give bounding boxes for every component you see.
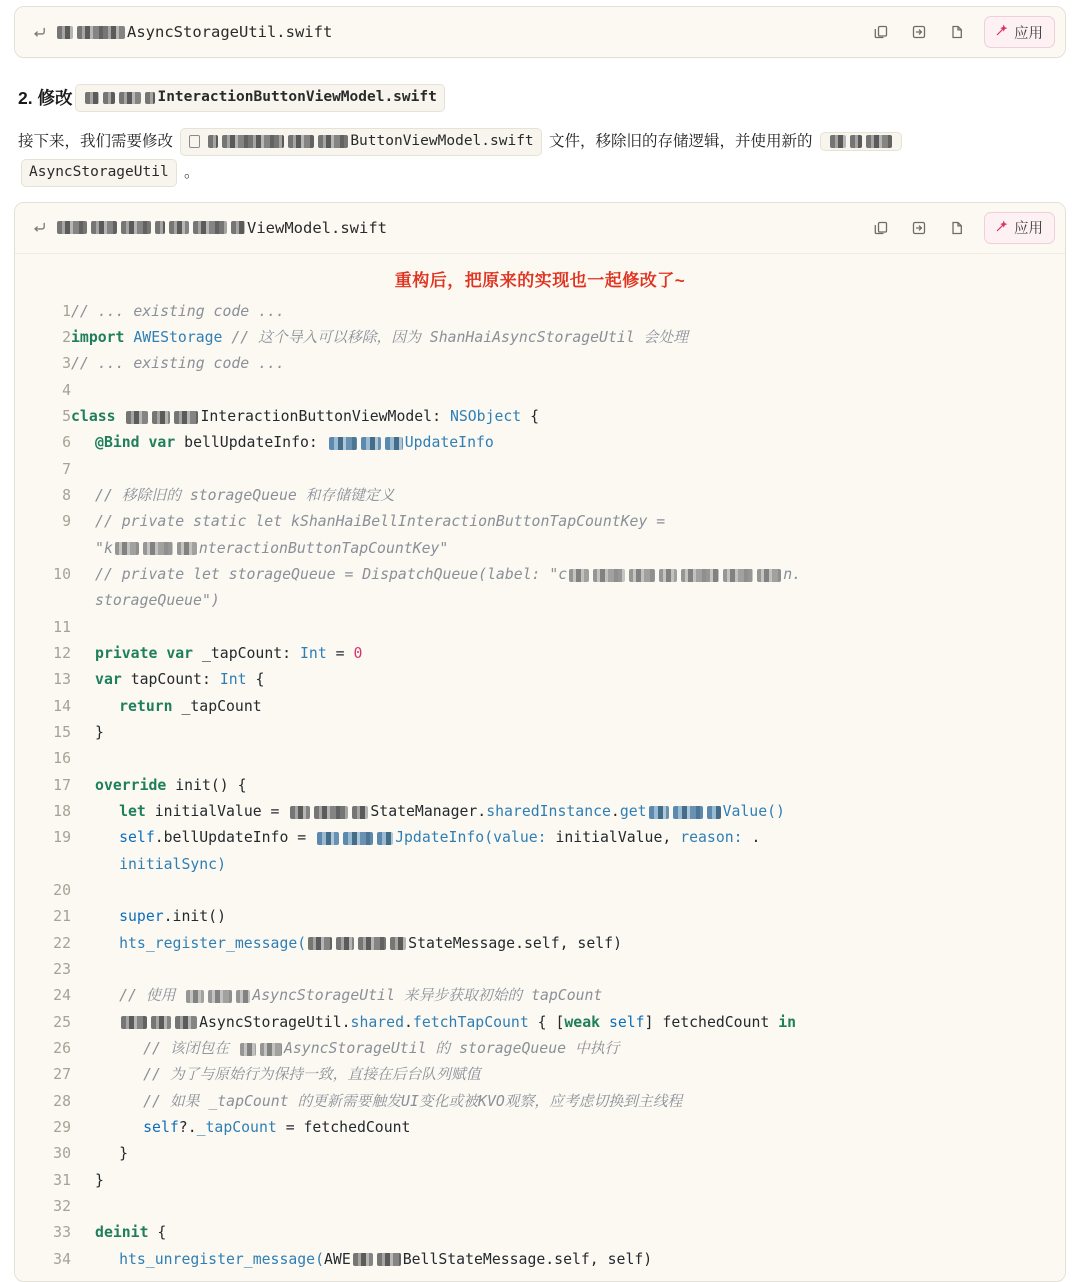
code-line xyxy=(15,1141,1065,1167)
redacted-text xyxy=(121,221,151,234)
empty-line xyxy=(71,957,1065,983)
line-number: 28 xyxy=(53,1092,71,1110)
main-code-card xyxy=(14,202,1066,1282)
init-call: .init() xyxy=(163,908,226,926)
brace: { xyxy=(157,1224,167,1242)
redacted-text xyxy=(119,92,141,104)
insert-icon[interactable] xyxy=(904,18,934,46)
redacted-text xyxy=(145,92,155,104)
line-number: 11 xyxy=(53,618,71,636)
heading-file-chip xyxy=(75,84,444,112)
code-line xyxy=(15,1194,1065,1220)
redacted-text xyxy=(361,437,381,450)
comment: // ... existing code ... xyxy=(71,302,285,320)
code-line xyxy=(15,799,1065,825)
redacted-text xyxy=(208,990,232,1003)
attribute: @Bind xyxy=(95,434,140,452)
redacted-text xyxy=(569,569,589,582)
code-body xyxy=(15,254,1065,1281)
redacted-text xyxy=(222,135,284,148)
line-number: 6 xyxy=(62,434,71,452)
line-source[interactable] xyxy=(71,878,1065,904)
type-name: Int xyxy=(300,645,327,663)
colon: : xyxy=(432,408,442,426)
line-number: 27 xyxy=(53,1066,71,1084)
self-keyword: self xyxy=(608,1013,645,1031)
line-number: 4 xyxy=(62,381,71,399)
line-number: 25 xyxy=(53,1013,71,1031)
line-source[interactable] xyxy=(71,1194,1065,1220)
code-line xyxy=(15,931,1065,957)
comment-part: // 使用 xyxy=(119,987,176,1005)
comment: // 这个导入可以移除，因为 ShanHaiAsyncStorageUtil 会处理 xyxy=(231,329,688,347)
redacted-text xyxy=(593,569,625,582)
number-literal: 0 xyxy=(353,645,363,663)
member-name: sharedInstance xyxy=(486,803,611,821)
redacted-text xyxy=(757,569,781,582)
line-number: 34 xyxy=(53,1250,71,1268)
brace: } xyxy=(95,1171,104,1189)
redacted-text xyxy=(121,1016,147,1029)
line-source[interactable] xyxy=(71,1220,1065,1246)
section-heading-prefix: 2. 修改 xyxy=(18,87,73,108)
line-number: 2 xyxy=(62,329,71,347)
redacted-text xyxy=(850,135,862,148)
top-card-filename-text: AsyncStorageUtil.swift xyxy=(127,23,333,41)
line-source[interactable] xyxy=(71,799,1065,825)
keyword: override xyxy=(95,776,167,794)
argument-label: reason: xyxy=(680,829,743,847)
line-source[interactable] xyxy=(71,1089,1065,1115)
line-source[interactable] xyxy=(71,931,1065,957)
comment-part: AsyncStorageUtil 来异步获取初始的 tapCount xyxy=(252,987,603,1005)
code-line xyxy=(15,1036,1065,1062)
redacted-text xyxy=(707,806,721,819)
top-card-header xyxy=(15,7,1065,57)
code-line xyxy=(15,1220,1065,1246)
redacted-text xyxy=(317,832,339,845)
variable-name: _tapCount xyxy=(181,697,262,715)
redacted-text xyxy=(377,1253,401,1266)
redacted-text xyxy=(126,411,148,424)
line-source[interactable] xyxy=(71,1168,1065,1194)
apply-button[interactable] xyxy=(984,212,1055,244)
comment: // ... existing code ... xyxy=(71,355,285,373)
redacted-text xyxy=(390,937,406,950)
property-name: bellUpdateInfo: xyxy=(184,434,318,452)
line-source[interactable] xyxy=(71,325,1065,351)
line-number: 21 xyxy=(53,908,71,926)
property-name: _tapCount xyxy=(196,1119,277,1137)
super-keyword: super xyxy=(119,908,164,926)
line-source[interactable] xyxy=(71,957,1065,983)
function-name: init() xyxy=(175,776,229,794)
member-name: shared xyxy=(350,1013,404,1031)
redacted-text xyxy=(830,135,846,148)
redacted-text xyxy=(290,806,310,819)
code-line xyxy=(15,430,1065,456)
argument: BellStateMessage.self, self) xyxy=(402,1250,653,1268)
line-number: 8 xyxy=(62,487,71,505)
code-line xyxy=(15,904,1065,930)
apply-button[interactable] xyxy=(984,16,1055,48)
code-line xyxy=(15,483,1065,509)
argument-value: initialValue, xyxy=(546,829,681,847)
brace: { [ xyxy=(537,1013,565,1031)
code-line xyxy=(15,1115,1065,1141)
line-source[interactable] xyxy=(71,1141,1065,1167)
line-number: 1 xyxy=(62,302,71,320)
property-access: .bellUpdateInfo = xyxy=(154,829,307,847)
code-card-filename-text: ViewModel.swift xyxy=(247,218,387,237)
redacted-text xyxy=(193,221,227,234)
code-line xyxy=(15,457,1065,483)
redacted-text xyxy=(85,92,99,104)
line-number: 23 xyxy=(53,961,71,979)
code-line xyxy=(15,1062,1065,1088)
line-source[interactable] xyxy=(71,904,1065,930)
class-name: InteractionButtonViewModel xyxy=(200,408,433,426)
line-number: 9 xyxy=(62,513,71,531)
comment-part: n. xyxy=(783,566,802,584)
line-source[interactable] xyxy=(71,1010,1065,1036)
top-card-filename xyxy=(55,23,332,41)
line-number: 31 xyxy=(53,1171,71,1189)
keyword: weak xyxy=(564,1013,601,1031)
superclass: NSObject xyxy=(449,408,522,426)
redacted-text xyxy=(151,1016,171,1029)
redacted-text xyxy=(352,806,368,819)
brace: { xyxy=(237,776,247,794)
code-line xyxy=(15,641,1065,667)
keyword: in xyxy=(778,1013,797,1031)
line-source[interactable] xyxy=(71,299,1065,325)
line-source[interactable] xyxy=(71,1062,1065,1088)
comment: // 移除旧的 storageQueue 和存储键定义 xyxy=(95,487,395,505)
code-line xyxy=(15,378,1065,404)
keyword: return xyxy=(119,697,173,715)
page-root xyxy=(0,6,1080,1282)
line-number: 10 xyxy=(53,566,71,584)
prose-text-2: 文件，移除旧的存储逻辑，并使用新的 xyxy=(548,132,813,150)
empty-line xyxy=(71,378,1065,404)
code-line xyxy=(15,1168,1065,1194)
brace: { xyxy=(530,408,540,426)
line-number: 16 xyxy=(53,750,71,768)
assignment: = fetchedCount xyxy=(276,1119,411,1137)
line-source[interactable] xyxy=(71,1247,1065,1273)
redacted-text xyxy=(385,437,403,450)
comment: // private static let kShanHaiBellInteractionButtonTapCountKey = xyxy=(95,513,666,531)
line-source[interactable] xyxy=(71,509,1065,562)
argument-label: value: xyxy=(493,829,547,847)
code-line xyxy=(15,351,1065,377)
redacted-text xyxy=(288,135,314,148)
redacted-text xyxy=(723,569,753,582)
operator: = xyxy=(335,645,345,663)
variable-name: tapCount: xyxy=(130,671,211,689)
prose-paragraph xyxy=(18,126,1062,188)
copy-icon[interactable] xyxy=(866,18,896,46)
redacted-text xyxy=(329,437,357,450)
line-number: 32 xyxy=(53,1198,71,1215)
redacted-text xyxy=(175,1016,197,1029)
line-number: 14 xyxy=(53,697,71,715)
comment-part: "k xyxy=(95,539,113,557)
redacted-text xyxy=(103,92,115,104)
line-number: 30 xyxy=(53,1145,71,1163)
empty-line xyxy=(71,1194,1065,1220)
code-line xyxy=(15,1247,1065,1273)
redacted-text xyxy=(91,221,117,234)
redacted-text xyxy=(115,542,139,555)
line-source[interactable] xyxy=(71,615,1065,641)
keyword: deinit xyxy=(95,1224,149,1242)
variable-name: _tapCount: xyxy=(201,645,292,663)
type-name: JpdateInfo( xyxy=(395,829,494,847)
redacted-text xyxy=(343,832,373,845)
magic-wand-icon xyxy=(994,219,1009,237)
line-source[interactable] xyxy=(71,378,1065,404)
line-source[interactable] xyxy=(71,983,1065,1009)
comment-part: nteractionButtonTapCountKey" xyxy=(198,539,449,557)
line-number: 15 xyxy=(53,724,71,742)
empty-line xyxy=(71,878,1065,904)
self-keyword: self xyxy=(119,829,155,847)
keyword: private xyxy=(95,645,158,663)
redacted-text xyxy=(649,806,669,819)
apply-button-label: 应用 xyxy=(1014,221,1043,238)
top-code-card xyxy=(14,6,1066,58)
return-arrow-icon xyxy=(31,25,47,40)
keyword: let xyxy=(119,803,146,821)
apply-button-label: 应用 xyxy=(1014,25,1043,42)
util-reference-name: AsyncStorageUtil xyxy=(29,163,169,180)
redacted-text xyxy=(174,411,198,424)
line-source[interactable] xyxy=(71,720,1065,746)
line-number: 24 xyxy=(53,987,71,1005)
code-line xyxy=(15,983,1065,1009)
line-source[interactable] xyxy=(71,746,1065,772)
line-number: 7 xyxy=(62,460,71,478)
code-line xyxy=(15,299,1065,325)
comment-part: // 该闭包在 xyxy=(143,1040,230,1058)
code-line xyxy=(15,1089,1065,1115)
redacted-text xyxy=(377,832,393,845)
redacted-text xyxy=(318,135,348,148)
code-line xyxy=(15,746,1065,772)
code-line xyxy=(15,325,1065,351)
manager-name: StateManager. xyxy=(370,803,487,821)
comment: // 为了与原始行为保持一致，直接在后台队列赋值 xyxy=(143,1066,481,1084)
code-line xyxy=(15,957,1065,983)
file-reference-chip[interactable] xyxy=(180,128,541,156)
line-number: 5 xyxy=(62,408,71,426)
util-reference-chip-2 xyxy=(21,159,177,187)
code-line xyxy=(15,720,1065,746)
variable-name: initialValue = xyxy=(154,803,280,821)
redacted-text xyxy=(240,1043,256,1056)
line-number: 12 xyxy=(53,645,71,663)
line-number: 33 xyxy=(53,1224,71,1242)
dot: . xyxy=(404,1013,413,1031)
type-name: UpdateInfo xyxy=(404,434,494,452)
function-call: hts_unregister_message( xyxy=(119,1250,324,1268)
file-reference-name: ButtonViewModel.swift xyxy=(350,132,534,149)
redacted-text xyxy=(57,26,73,39)
line-source[interactable] xyxy=(71,404,1065,430)
module-name: AWEStorage xyxy=(133,329,223,347)
line-source[interactable] xyxy=(71,457,1065,483)
code-card-filename xyxy=(55,219,387,237)
brace: } xyxy=(119,1145,129,1163)
redacted-text xyxy=(143,542,173,555)
keyword: class xyxy=(71,408,116,426)
argument-value: . xyxy=(742,829,761,847)
redacted-text xyxy=(236,990,250,1003)
util-reference-chip xyxy=(820,132,902,151)
line-number: 29 xyxy=(53,1119,71,1137)
prose-text-1: 接下来，我们需要修改 xyxy=(18,132,174,150)
self-keyword: self xyxy=(143,1119,179,1137)
code-line xyxy=(15,562,1065,615)
closure-params: ] fetchedCount xyxy=(644,1013,779,1031)
redacted-text xyxy=(152,411,170,424)
method-name: get xyxy=(619,803,647,821)
redacted-text xyxy=(314,806,348,819)
return-arrow-icon xyxy=(31,220,47,235)
magic-wand-icon xyxy=(994,23,1009,41)
code-line xyxy=(15,694,1065,720)
redacted-text xyxy=(155,221,165,234)
redacted-text xyxy=(231,221,245,234)
line-number: 17 xyxy=(53,776,71,794)
keyword: var xyxy=(148,434,176,452)
method-suffix: Value() xyxy=(722,803,785,821)
redacted-text xyxy=(866,135,892,148)
comment-part: storageQueue") xyxy=(95,592,220,610)
new-file-icon[interactable] xyxy=(942,18,972,46)
code-card-header xyxy=(15,203,1065,254)
line-number: 19 xyxy=(53,829,71,847)
prose-section xyxy=(14,58,1066,202)
section-heading xyxy=(18,84,1062,112)
redacted-text xyxy=(681,569,719,582)
code-line xyxy=(15,773,1065,799)
code-line xyxy=(15,825,1065,878)
argument: StateMessage.self, self) xyxy=(408,934,622,952)
redacted-text xyxy=(186,990,204,1003)
prefix: AWE xyxy=(324,1250,351,1268)
line-source[interactable] xyxy=(71,694,1065,720)
enum-case: initialSync) xyxy=(119,855,226,873)
prose-text-3: 。 xyxy=(184,163,200,181)
redacted-text xyxy=(336,937,354,950)
redacted-text xyxy=(57,221,87,234)
line-number: 22 xyxy=(53,934,71,952)
comment-part: AsyncStorageUtil 的 storageQueue 中执行 xyxy=(283,1040,620,1058)
redacted-text xyxy=(308,937,332,950)
code-table xyxy=(15,299,1065,1273)
empty-line xyxy=(71,615,1065,641)
line-source[interactable] xyxy=(71,430,1065,456)
redacted-text xyxy=(659,569,677,582)
method-name: fetchTapCount xyxy=(412,1013,529,1031)
line-source[interactable] xyxy=(71,773,1065,799)
line-source[interactable] xyxy=(71,641,1065,667)
redacted-text xyxy=(208,135,218,148)
code-line xyxy=(15,615,1065,641)
redacted-text xyxy=(629,569,655,582)
redacted-text xyxy=(177,542,197,555)
brace: } xyxy=(95,724,104,742)
line-source[interactable] xyxy=(71,1115,1065,1141)
keyword: var xyxy=(166,645,194,663)
line-number: 18 xyxy=(53,803,71,821)
keyword: var xyxy=(95,671,122,689)
line-source[interactable] xyxy=(71,562,1065,615)
redacted-text xyxy=(169,221,189,234)
dot: . xyxy=(610,803,620,821)
file-icon xyxy=(188,134,201,149)
copy-icon[interactable] xyxy=(866,214,896,242)
code-line xyxy=(15,878,1065,904)
object-name: AsyncStorageUtil. xyxy=(199,1013,351,1031)
line-number: 3 xyxy=(62,355,71,373)
function-call: hts_register_message( xyxy=(119,934,307,952)
code-line xyxy=(15,1010,1065,1036)
type-name: Int xyxy=(219,671,247,689)
redacted-text xyxy=(353,1253,373,1266)
empty-line xyxy=(71,457,1065,483)
keyword: import xyxy=(71,329,125,347)
redacted-text xyxy=(358,937,386,950)
line-source[interactable] xyxy=(71,667,1065,693)
comment: // 如果 _tapCount 的更新需要触发UI变化或被KVO观察，应考虑切换到主线程 xyxy=(143,1092,683,1110)
redacted-text xyxy=(673,806,703,819)
line-number: 13 xyxy=(53,671,71,689)
insert-icon[interactable] xyxy=(904,214,934,242)
line-source[interactable] xyxy=(71,483,1065,509)
brace: { xyxy=(255,671,265,689)
optional-chain: ?. xyxy=(178,1119,197,1137)
line-number: 20 xyxy=(53,882,71,900)
new-file-icon[interactable] xyxy=(942,214,972,242)
code-line xyxy=(15,667,1065,693)
redacted-text xyxy=(77,26,125,39)
annotation-text: 重构后，把原来的实现也一起修改了~ xyxy=(394,270,686,290)
code-line xyxy=(15,509,1065,562)
empty-line xyxy=(71,746,1065,772)
heading-file-name: InteractionButtonViewModel.swift xyxy=(157,89,437,105)
line-source[interactable] xyxy=(71,351,1065,377)
line-source[interactable] xyxy=(71,825,1065,878)
line-source[interactable] xyxy=(71,1036,1065,1062)
line-number: 26 xyxy=(53,1040,71,1058)
code-line xyxy=(15,404,1065,430)
redacted-text xyxy=(260,1043,282,1056)
comment-part: // private let storageQueue = DispatchQueue(label: "c xyxy=(95,566,568,584)
